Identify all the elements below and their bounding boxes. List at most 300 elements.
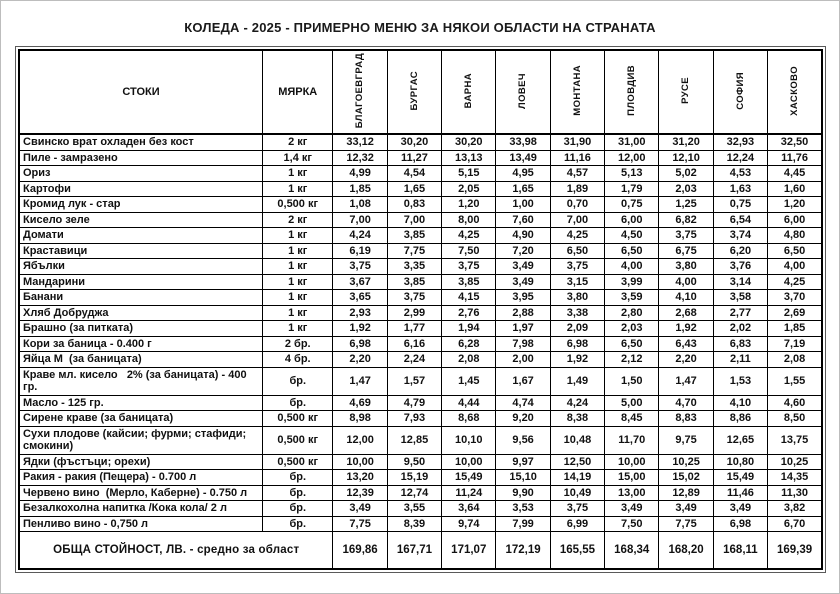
goods-name-cell: Хляб Добруджа <box>19 305 263 321</box>
price-cell: 3,85 <box>387 274 441 290</box>
price-cell: 3,38 <box>550 305 604 321</box>
price-cell: 10,10 <box>442 426 496 454</box>
price-cell: 12,74 <box>387 485 441 501</box>
price-cell: 12,00 <box>605 150 659 166</box>
table-row <box>19 197 822 213</box>
price-cell: 1,65 <box>387 181 441 197</box>
city-column-header <box>659 50 713 134</box>
price-cell: 15,49 <box>442 470 496 486</box>
measure-cell: бр. <box>263 367 333 395</box>
price-cell: 9,50 <box>387 454 441 470</box>
measure-cell: 1 кг <box>263 166 333 182</box>
price-cell: 10,00 <box>605 454 659 470</box>
price-cell: 2,11 <box>713 352 767 368</box>
price-cell: 8,38 <box>550 411 604 427</box>
price-cell: 33,98 <box>496 134 550 150</box>
price-cell: 11,46 <box>713 485 767 501</box>
measure-cell: 2 бр. <box>263 336 333 352</box>
price-cell: 3,49 <box>333 501 387 517</box>
price-cell: 6,50 <box>768 243 822 259</box>
price-cell: 2,00 <box>496 352 550 368</box>
city-column-label: БЛАГОЕВГРАД <box>354 53 366 129</box>
price-cell: 13,13 <box>442 150 496 166</box>
total-value-cell: 165,55 <box>550 532 604 569</box>
measure-cell: 0,500 кг <box>263 411 333 427</box>
price-cell: 10,49 <box>550 485 604 501</box>
goods-name-cell: Краставици <box>19 243 263 259</box>
price-cell: 1,60 <box>768 181 822 197</box>
price-cell: 4,10 <box>713 395 767 411</box>
price-cell: 2,08 <box>768 352 822 368</box>
table-row <box>19 150 822 166</box>
price-cell: 15,02 <box>659 470 713 486</box>
price-cell: 4,69 <box>333 395 387 411</box>
price-cell: 6,19 <box>333 243 387 259</box>
price-cell: 6,50 <box>605 336 659 352</box>
goods-name-cell: Безалкохолна напитка /Кока кола/ 2 л <box>19 501 263 517</box>
price-cell: 4,00 <box>605 259 659 275</box>
price-cell: 4,24 <box>333 228 387 244</box>
price-cell: 7,60 <box>496 212 550 228</box>
city-column-label: ПЛОВДИВ <box>626 65 637 117</box>
price-cell: 1,47 <box>659 367 713 395</box>
measure-cell: бр. <box>263 470 333 486</box>
table-row <box>19 212 822 228</box>
price-cell: 0,83 <box>387 197 441 213</box>
city-column-header <box>387 50 441 134</box>
price-cell: 4,44 <box>442 395 496 411</box>
price-cell: 1,85 <box>333 181 387 197</box>
price-cell: 5,13 <box>605 166 659 182</box>
measure-cell: 1 кг <box>263 243 333 259</box>
price-cell: 6,00 <box>605 212 659 228</box>
price-cell: 2,05 <box>442 181 496 197</box>
city-column-header <box>333 50 387 134</box>
table-row <box>19 411 822 427</box>
price-cell: 14,35 <box>768 470 822 486</box>
price-cell: 4,57 <box>550 166 604 182</box>
table-row <box>19 336 822 352</box>
price-cell: 1,65 <box>496 181 550 197</box>
price-cell: 1,63 <box>713 181 767 197</box>
price-cell: 3,49 <box>713 501 767 517</box>
goods-name-cell: Сухи плодове (кайсии; фурми; стафиди; смокини) <box>19 426 263 454</box>
price-cell: 1,45 <box>442 367 496 395</box>
price-table <box>18 49 823 570</box>
goods-name-cell: Брашно (за питката) <box>19 321 263 337</box>
price-cell: 32,50 <box>768 134 822 150</box>
table-row <box>19 259 822 275</box>
price-cell: 4,54 <box>387 166 441 182</box>
price-cell: 13,00 <box>605 485 659 501</box>
price-cell: 7,93 <box>387 411 441 427</box>
price-cell: 11,76 <box>768 150 822 166</box>
price-cell: 12,85 <box>387 426 441 454</box>
measure-cell: 1 кг <box>263 181 333 197</box>
price-cell: 2,03 <box>605 321 659 337</box>
price-cell: 3,49 <box>659 501 713 517</box>
price-cell: 1,20 <box>768 197 822 213</box>
total-row <box>19 532 822 569</box>
price-cell: 2,03 <box>659 181 713 197</box>
price-cell: 15,49 <box>713 470 767 486</box>
city-column-header <box>713 50 767 134</box>
price-cell: 4,53 <box>713 166 767 182</box>
price-cell: 2,99 <box>387 305 441 321</box>
price-cell: 4,80 <box>768 228 822 244</box>
price-cell: 11,16 <box>550 150 604 166</box>
price-cell: 6,50 <box>550 243 604 259</box>
price-cell: 3,49 <box>496 259 550 275</box>
price-cell: 4,25 <box>442 228 496 244</box>
price-cell: 4,79 <box>387 395 441 411</box>
price-cell: 0,70 <box>550 197 604 213</box>
price-cell: 1,85 <box>768 321 822 337</box>
table-row <box>19 501 822 517</box>
table-row <box>19 426 822 454</box>
price-cell: 9,56 <box>496 426 550 454</box>
price-cell: 12,10 <box>659 150 713 166</box>
total-value-cell: 169,86 <box>333 532 387 569</box>
price-cell: 3,35 <box>387 259 441 275</box>
price-cell: 33,12 <box>333 134 387 150</box>
city-column-label: ВАРНА <box>463 72 475 109</box>
price-cell: 1,89 <box>550 181 604 197</box>
price-cell: 6,83 <box>713 336 767 352</box>
price-cell: 6,16 <box>387 336 441 352</box>
goods-name-cell: Ядки (фъстъци; орехи) <box>19 454 263 470</box>
table-row <box>19 134 822 150</box>
measure-cell: 0,500 кг <box>263 426 333 454</box>
price-cell: 7,50 <box>605 516 659 532</box>
price-cell: 11,27 <box>387 150 441 166</box>
price-cell: 12,50 <box>550 454 604 470</box>
price-cell: 10,25 <box>659 454 713 470</box>
price-cell: 12,32 <box>333 150 387 166</box>
goods-name-cell: Пенливо вино - 0,750 л <box>19 516 263 532</box>
goods-name-cell: Червено вино (Мерло, Каберне) - 0.750 л <box>19 485 263 501</box>
price-cell: 7,75 <box>333 516 387 532</box>
price-cell: 9,97 <box>496 454 550 470</box>
price-cell: 3,55 <box>387 501 441 517</box>
price-cell: 12,65 <box>713 426 767 454</box>
price-cell: 3,75 <box>550 501 604 517</box>
table-row <box>19 274 822 290</box>
price-cell: 7,00 <box>333 212 387 228</box>
price-cell: 6,98 <box>713 516 767 532</box>
measure-cell: бр. <box>263 501 333 517</box>
measure-cell: 1,4 кг <box>263 150 333 166</box>
table-row <box>19 395 822 411</box>
price-cell: 7,20 <box>496 243 550 259</box>
price-cell: 6,54 <box>713 212 767 228</box>
price-cell: 4,00 <box>659 274 713 290</box>
goods-name-cell: Кромид лук - стар <box>19 197 263 213</box>
price-cell: 32,93 <box>713 134 767 150</box>
goods-name-cell: Кори за баница - 0.400 г <box>19 336 263 352</box>
table-row <box>19 352 822 368</box>
measure-cell: бр. <box>263 485 333 501</box>
price-cell: 13,49 <box>496 150 550 166</box>
price-cell: 8,86 <box>713 411 767 427</box>
table-row <box>19 367 822 395</box>
price-cell: 7,75 <box>659 516 713 532</box>
price-cell: 7,99 <box>496 516 550 532</box>
goods-name-cell: Ябълки <box>19 259 263 275</box>
price-cell: 1,57 <box>387 367 441 395</box>
price-cell: 6,98 <box>550 336 604 352</box>
table-row <box>19 470 822 486</box>
price-cell: 1,08 <box>333 197 387 213</box>
price-cell: 11,70 <box>605 426 659 454</box>
price-cell: 7,19 <box>768 336 822 352</box>
price-cell: 1,49 <box>550 367 604 395</box>
price-cell: 10,25 <box>768 454 822 470</box>
price-cell: 9,20 <box>496 411 550 427</box>
price-cell: 13,20 <box>333 470 387 486</box>
measure-cell: бр. <box>263 395 333 411</box>
price-cell: 10,48 <box>550 426 604 454</box>
goods-name-cell: Пиле - замразено <box>19 150 263 166</box>
price-cell: 4,00 <box>768 259 822 275</box>
price-cell: 5,02 <box>659 166 713 182</box>
price-cell: 12,89 <box>659 485 713 501</box>
price-cell: 15,00 <box>605 470 659 486</box>
price-cell: 12,24 <box>713 150 767 166</box>
header-row <box>19 50 822 134</box>
price-cell: 5,15 <box>442 166 496 182</box>
price-cell: 4,50 <box>605 228 659 244</box>
table-row <box>19 290 822 306</box>
measure-cell: 2 кг <box>263 134 333 150</box>
goods-name-cell: Мандарини <box>19 274 263 290</box>
price-cell: 2,24 <box>387 352 441 368</box>
goods-name-cell: Кисело зеле <box>19 212 263 228</box>
price-cell: 4,45 <box>768 166 822 182</box>
price-cell: 3,64 <box>442 501 496 517</box>
measure-cell: 2 кг <box>263 212 333 228</box>
price-cell: 2,08 <box>442 352 496 368</box>
price-cell: 3,75 <box>333 259 387 275</box>
measure-cell: 1 кг <box>263 305 333 321</box>
table-row <box>19 485 822 501</box>
price-cell: 31,90 <box>550 134 604 150</box>
city-column-label: БУРГАС <box>408 70 420 111</box>
price-cell: 10,00 <box>442 454 496 470</box>
price-cell: 1,20 <box>442 197 496 213</box>
goods-name-cell: Картофи <box>19 181 263 197</box>
price-cell: 6,20 <box>713 243 767 259</box>
price-cell: 3,59 <box>605 290 659 306</box>
goods-column-header: СТОКИ <box>19 50 263 134</box>
price-cell: 2,93 <box>333 305 387 321</box>
price-cell: 9,74 <box>442 516 496 532</box>
price-cell: 1,47 <box>333 367 387 395</box>
price-cell: 1,92 <box>333 321 387 337</box>
city-column-label: МОНТАНА <box>571 65 583 116</box>
price-cell: 4,10 <box>659 290 713 306</box>
total-value-cell: 168,20 <box>659 532 713 569</box>
price-cell: 6,75 <box>659 243 713 259</box>
price-cell: 3,15 <box>550 274 604 290</box>
measure-cell: 0,500 кг <box>263 454 333 470</box>
price-cell: 3,80 <box>659 259 713 275</box>
price-cell: 2,69 <box>768 305 822 321</box>
price-cell: 2,20 <box>333 352 387 368</box>
price-cell: 2,76 <box>442 305 496 321</box>
price-cell: 3,82 <box>768 501 822 517</box>
total-value-cell: 168,34 <box>605 532 659 569</box>
price-cell: 3,65 <box>333 290 387 306</box>
price-cell: 3,70 <box>768 290 822 306</box>
measure-cell: 1 кг <box>263 321 333 337</box>
table-row <box>19 166 822 182</box>
price-cell: 15,19 <box>387 470 441 486</box>
price-cell: 8,00 <box>442 212 496 228</box>
city-column-label: СОФИЯ <box>734 71 746 110</box>
price-cell: 1,94 <box>442 321 496 337</box>
price-cell: 2,20 <box>659 352 713 368</box>
price-cell: 3,49 <box>605 501 659 517</box>
price-cell: 30,20 <box>387 134 441 150</box>
measure-cell: 1 кг <box>263 274 333 290</box>
price-cell: 4,99 <box>333 166 387 182</box>
price-cell: 1,55 <box>768 367 822 395</box>
table-row <box>19 243 822 259</box>
goods-name-cell: Масло - 125 гр. <box>19 395 263 411</box>
total-value-cell: 172,19 <box>496 532 550 569</box>
table-row <box>19 228 822 244</box>
price-cell: 3,49 <box>496 274 550 290</box>
price-cell: 7,00 <box>550 212 604 228</box>
price-cell: 8,39 <box>387 516 441 532</box>
price-cell: 4,90 <box>496 228 550 244</box>
city-column-header <box>768 50 822 134</box>
price-cell: 2,77 <box>713 305 767 321</box>
price-cell: 15,10 <box>496 470 550 486</box>
price-cell: 2,68 <box>659 305 713 321</box>
price-cell: 1,92 <box>659 321 713 337</box>
price-cell: 14,19 <box>550 470 604 486</box>
price-cell: 4,25 <box>768 274 822 290</box>
price-cell: 30,20 <box>442 134 496 150</box>
price-cell: 6,70 <box>768 516 822 532</box>
price-cell: 1,53 <box>713 367 767 395</box>
goods-name-cell: Банани <box>19 290 263 306</box>
price-cell: 6,43 <box>659 336 713 352</box>
price-cell: 12,00 <box>333 426 387 454</box>
price-cell: 3,58 <box>713 290 767 306</box>
price-cell: 6,50 <box>605 243 659 259</box>
price-cell: 31,00 <box>605 134 659 150</box>
total-label: ОБЩА СТОЙНОСТ, ЛВ. - средно за област <box>19 532 333 569</box>
city-column-label: РУСЕ <box>680 77 692 105</box>
price-cell: 1,77 <box>387 321 441 337</box>
price-cell: 7,50 <box>442 243 496 259</box>
price-cell: 3,75 <box>442 259 496 275</box>
price-cell: 9,75 <box>659 426 713 454</box>
price-cell: 3,95 <box>496 290 550 306</box>
price-cell: 6,99 <box>550 516 604 532</box>
table-row <box>19 321 822 337</box>
total-value-cell: 169,39 <box>768 532 822 569</box>
measure-cell: 1 кг <box>263 228 333 244</box>
price-cell: 3,85 <box>442 274 496 290</box>
price-cell: 7,00 <box>387 212 441 228</box>
measure-cell: бр. <box>263 516 333 532</box>
table-row <box>19 181 822 197</box>
price-cell: 0,75 <box>713 197 767 213</box>
price-cell: 1,50 <box>605 367 659 395</box>
measure-cell: 1 кг <box>263 259 333 275</box>
price-cell: 8,50 <box>768 411 822 427</box>
price-cell: 3,75 <box>550 259 604 275</box>
price-cell: 11,30 <box>768 485 822 501</box>
price-cell: 4,95 <box>496 166 550 182</box>
price-cell: 5,00 <box>605 395 659 411</box>
total-value-cell: 171,07 <box>442 532 496 569</box>
price-cell: 4,74 <box>496 395 550 411</box>
price-cell: 1,79 <box>605 181 659 197</box>
price-cell: 6,00 <box>768 212 822 228</box>
price-cell: 12,39 <box>333 485 387 501</box>
price-cell: 11,24 <box>442 485 496 501</box>
price-cell: 10,00 <box>333 454 387 470</box>
price-cell: 1,25 <box>659 197 713 213</box>
price-cell: 4,24 <box>550 395 604 411</box>
price-cell: 1,97 <box>496 321 550 337</box>
city-column-header <box>442 50 496 134</box>
measure-cell: 1 кг <box>263 290 333 306</box>
price-cell: 3,80 <box>550 290 604 306</box>
price-cell: 8,98 <box>333 411 387 427</box>
table-row <box>19 305 822 321</box>
price-cell: 3,76 <box>713 259 767 275</box>
goods-name-cell: Сирене краве (за баницата) <box>19 411 263 427</box>
city-column-header <box>496 50 550 134</box>
price-cell: 4,60 <box>768 395 822 411</box>
measure-cell: 0,500 кг <box>263 197 333 213</box>
price-cell: 1,92 <box>550 352 604 368</box>
measure-cell: 4 бр. <box>263 352 333 368</box>
price-cell: 7,75 <box>387 243 441 259</box>
price-cell: 1,67 <box>496 367 550 395</box>
price-cell: 10,80 <box>713 454 767 470</box>
price-cell: 3,67 <box>333 274 387 290</box>
price-cell: 3,85 <box>387 228 441 244</box>
table-row <box>19 454 822 470</box>
price-cell: 7,98 <box>496 336 550 352</box>
city-column-label: ХАСКОВО <box>788 65 800 116</box>
price-cell: 31,20 <box>659 134 713 150</box>
price-cell: 3,75 <box>387 290 441 306</box>
goods-name-cell: Ориз <box>19 166 263 182</box>
price-cell: 4,25 <box>550 228 604 244</box>
price-cell: 4,15 <box>442 290 496 306</box>
goods-name-cell: Краве мл. кисело 2% (за баницата) - 400 гр. <box>19 367 263 395</box>
price-cell: 2,80 <box>605 305 659 321</box>
price-cell: 3,99 <box>605 274 659 290</box>
price-cell: 3,75 <box>659 228 713 244</box>
price-cell: 9,90 <box>496 485 550 501</box>
measure-column-header: МЯРКА <box>263 50 333 134</box>
price-cell: 1,00 <box>496 197 550 213</box>
price-cell: 2,12 <box>605 352 659 368</box>
city-column-header <box>605 50 659 134</box>
price-cell: 3,74 <box>713 228 767 244</box>
goods-name-cell: Ракия - ракия (Пещера) - 0.700 л <box>19 470 263 486</box>
page-title: КОЛЕДА - 2025 - ПРИМЕРНО МЕНЮ ЗА НЯКОИ ОБЛАСТИ НА СТРАНАТА <box>184 20 656 35</box>
